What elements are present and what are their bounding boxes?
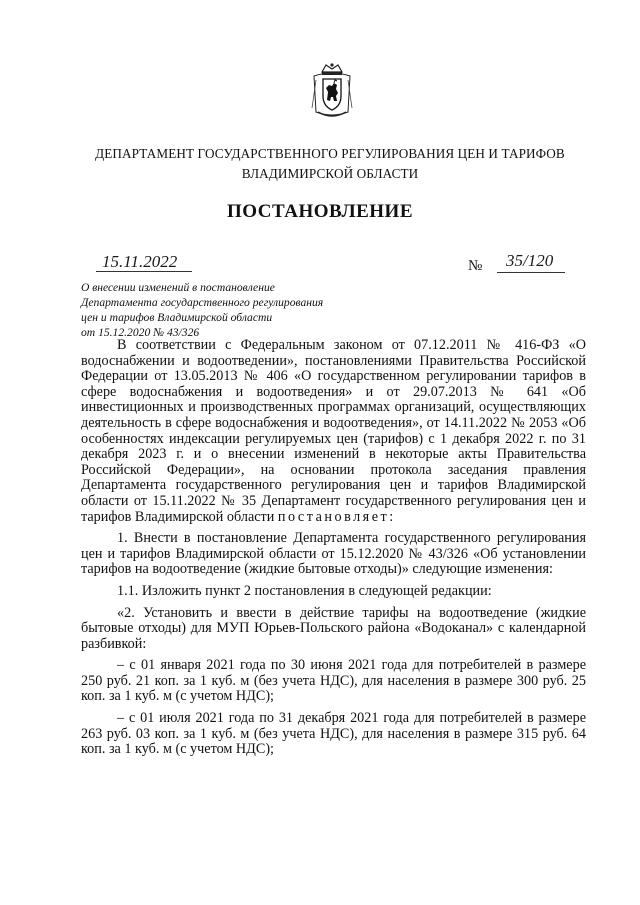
item-1-paragraph: 1. Внести в постановление Департамента государственного регулирования цен и тарифов Владимирской области от 15.12.2020 № 43/326 «Об установлении тарифов на водоотведение (жидкие бытовые отходы)» следующие изменения:	[81, 530, 586, 578]
department-name-line2: ВЛАДИМИРСКОЙ ОБЛАСТИ	[241, 166, 419, 181]
subject-line: цен и тарифов Владимирской области	[81, 311, 273, 324]
department-name-line1: ДЕПАРТАМЕНТ ГОСУДАРСТВЕННОГО РЕГУЛИРОВАНИЯ ЦЕН И ТАРИФОВ	[95, 146, 565, 161]
decrees-word: постановляет:	[277, 508, 396, 525]
document-number: 35/120	[506, 251, 554, 270]
coat-of-arms-emblem	[310, 62, 354, 120]
preamble-paragraph	[81, 338, 586, 525]
document-body	[81, 338, 586, 764]
date-underline	[96, 271, 192, 272]
document-title: ПОСТАНОВЛЕНИЕ	[226, 201, 414, 222]
tariff-period-2-paragraph: – с 01 июля 2021 года по 31 декабря 2021 года для потребителей в размере 263 руб. 03 коп. за 1 куб. м (без учета НДС), для населения в размере 315 руб. 64 коп. за 1 куб. м (с учетом НДС);	[81, 710, 586, 758]
document-date: 15.11.2022	[102, 252, 178, 271]
number-label: №	[468, 258, 483, 274]
number-underline	[497, 272, 565, 273]
subject-line: О внесении изменений в постановление	[81, 281, 275, 294]
document-subject	[81, 280, 381, 340]
tariff-period-1-paragraph: – с 01 января 2021 года по 30 июня 2021 года для потребителей в размере 250 руб. 21 коп. за 1 куб. м (без учета НДС), для населения в размере 300 руб. 25 коп. за 1 куб. м (с учетом НДС);	[81, 657, 586, 705]
item-1-1-paragraph: 1.1. Изложить пункт 2 постановления в следующей редакции:	[117, 582, 492, 599]
subject-line: от 15.12.2020 № 43/326	[81, 326, 200, 339]
subject-line: Департамента государственного регулирования	[81, 296, 324, 309]
preamble-text: В соответствии с Федеральным законом от 07.12.2011 № 416-ФЗ «О водоснабжении и водоотведении», постановлениями Правительства Российской Федерации от 13.05.2013 № 406 «О государственном регулировании тарифов в сфере водоснабжения и водоотведения» и от 29.07.2013 № 641 «Об инвестиционных и производственных программах организаций, осуществляющих деятельность в сфере водоснабжения и водоотведения», от 14.11.2022 № 2053 «Об особенностях индексации регулируемых цен (тарифов) с 1 декабря 2022 г. по 31 декабря 2023 г. и о внесении изменений в некоторые акты Правительства Российской Федерации», на основании протокола заседания правления Департамента государственного регулирования цен и тарифов Владимирской области от 15.11.2022 № 35 Департамент государственного регулирования цен и тарифов Владимирской области	[81, 337, 586, 525]
quote-intro-paragraph: «2. Установить и ввести в действие тарифы на водоотведение (жидкие бытовые отходы) для МУП Юрьев-Польского района «Водоканал» с календарной разбивкой:	[81, 604, 586, 652]
